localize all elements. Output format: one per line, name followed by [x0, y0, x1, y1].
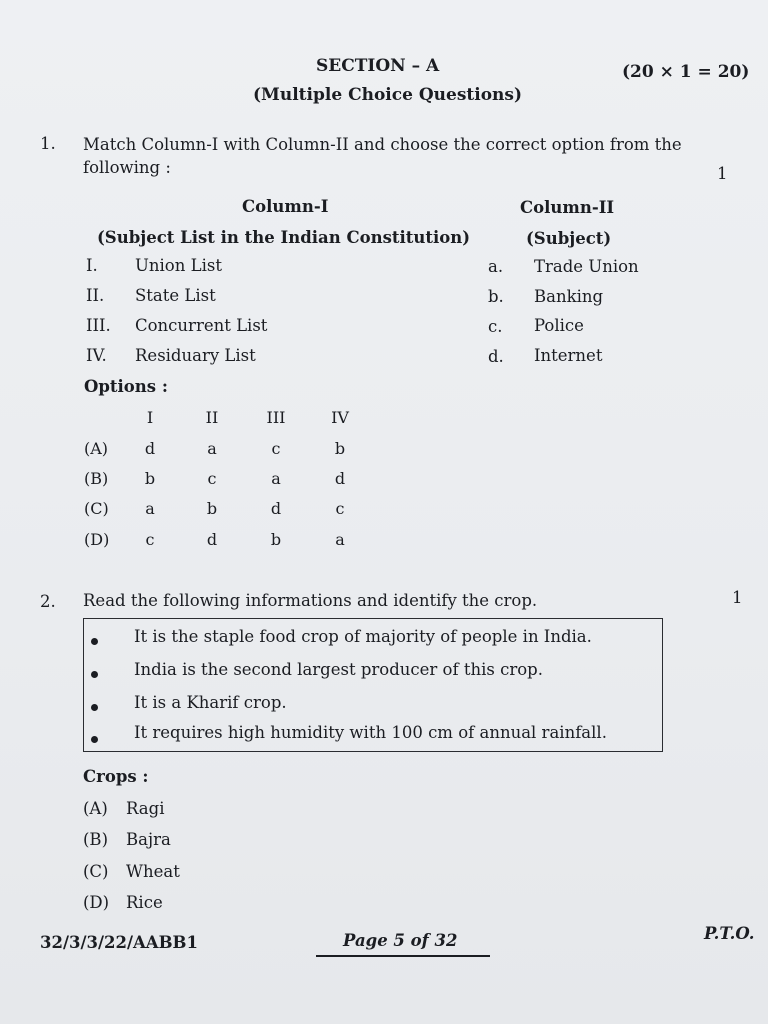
q2-number: 2. — [40, 592, 56, 611]
page-number: Page 5 of 32 — [343, 931, 458, 950]
column-2-item-letter: d. — [488, 347, 504, 366]
q2-mark: 1 — [732, 588, 743, 607]
options-header-cell: II — [205, 408, 219, 427]
column-1-item-label: Residuary List — [135, 346, 256, 365]
option-cell: d — [144, 439, 156, 458]
column-1-item-num: III. — [86, 316, 111, 335]
option-cell: d — [270, 499, 282, 518]
option-key: (D) — [84, 530, 110, 549]
option-cell: a — [335, 530, 345, 549]
bullet-icon — [91, 736, 98, 743]
column-1-item-label: Union List — [135, 256, 222, 275]
column-2-item-label: Banking — [534, 287, 604, 306]
column-1-item-label: State List — [135, 286, 216, 305]
crop-option-key: (B) — [83, 830, 108, 849]
option-cell: c — [145, 530, 155, 549]
q1-text-line2: following : — [83, 158, 171, 177]
q2-text: Read the following informations and identify the crop. — [83, 591, 538, 610]
crop-option-label: Ragi — [126, 799, 165, 818]
option-cell: b — [144, 469, 156, 488]
column-1-item-label: Concurrent List — [135, 316, 268, 335]
paper-code: 32/3/3/22/AABB1 — [40, 933, 198, 952]
section-marks: (20 × 1 = 20) — [622, 62, 750, 82]
column-2-subtitle: (Subject) — [526, 229, 612, 248]
column-2-item-label: Internet — [534, 346, 603, 365]
option-cell: b — [270, 530, 282, 549]
column-1-item-num: IV. — [86, 346, 107, 365]
option-cell: d — [334, 469, 346, 488]
section-title: SECTION – A — [316, 56, 440, 76]
bullet-icon — [91, 638, 98, 645]
crop-info-item: India is the second largest producer of this crop. — [134, 660, 543, 679]
q1-number: 1. — [40, 134, 56, 153]
column-2-item-label: Police — [534, 316, 584, 335]
option-key: (A) — [84, 439, 109, 458]
crop-option-label: Bajra — [126, 830, 171, 849]
options-header-cell: I — [146, 408, 154, 427]
options-header-cell: IV — [331, 408, 349, 427]
bullet-icon — [91, 704, 98, 711]
option-cell: a — [207, 439, 217, 458]
option-cell: d — [206, 530, 218, 549]
crop-option-key: (C) — [83, 862, 109, 881]
options-label: Options : — [84, 377, 168, 396]
crop-option-label: Wheat — [126, 862, 180, 881]
column-2-item-label: Trade Union — [534, 257, 639, 276]
option-cell: c — [207, 469, 217, 488]
option-cell: b — [334, 439, 346, 458]
page-number-underline — [316, 955, 490, 957]
bullet-icon — [91, 671, 98, 678]
column-2-title: Column-II — [520, 198, 615, 217]
crop-info-item: It requires high humidity with 100 cm of annual rainfall. — [134, 723, 607, 742]
q1-text-line1: Match Column-I with Column-II and choose the correct option from the — [83, 135, 682, 154]
section-subtitle: (Multiple Choice Questions) — [253, 85, 523, 105]
column-1-item-num: I. — [86, 256, 98, 275]
crop-info-box — [83, 618, 663, 752]
pto-label: P.T.O. — [704, 924, 755, 943]
column-1-item-num: II. — [86, 286, 105, 305]
option-cell: a — [271, 469, 281, 488]
option-key: (C) — [84, 499, 109, 518]
column-2-item-letter: b. — [488, 287, 504, 306]
option-cell: b — [206, 499, 218, 518]
crops-label: Crops : — [83, 767, 149, 786]
options-header-cell: III — [266, 408, 286, 427]
crop-info-item: It is the staple food crop of majority of people in India. — [134, 627, 592, 646]
crop-option-key: (A) — [83, 799, 108, 818]
option-cell: c — [335, 499, 345, 518]
option-cell: a — [145, 499, 155, 518]
option-cell: c — [271, 439, 281, 458]
q1-mark: 1 — [717, 164, 728, 183]
crop-info-item: It is a Kharif crop. — [134, 693, 287, 712]
column-1-subtitle: (Subject List in the Indian Constitution) — [97, 228, 471, 247]
column-1-title: Column-I — [242, 197, 329, 216]
column-2-item-letter: c. — [488, 317, 503, 336]
option-key: (B) — [84, 469, 109, 488]
crop-option-label: Rice — [126, 893, 163, 912]
crop-option-key: (D) — [83, 893, 110, 912]
column-2-item-letter: a. — [488, 257, 504, 276]
